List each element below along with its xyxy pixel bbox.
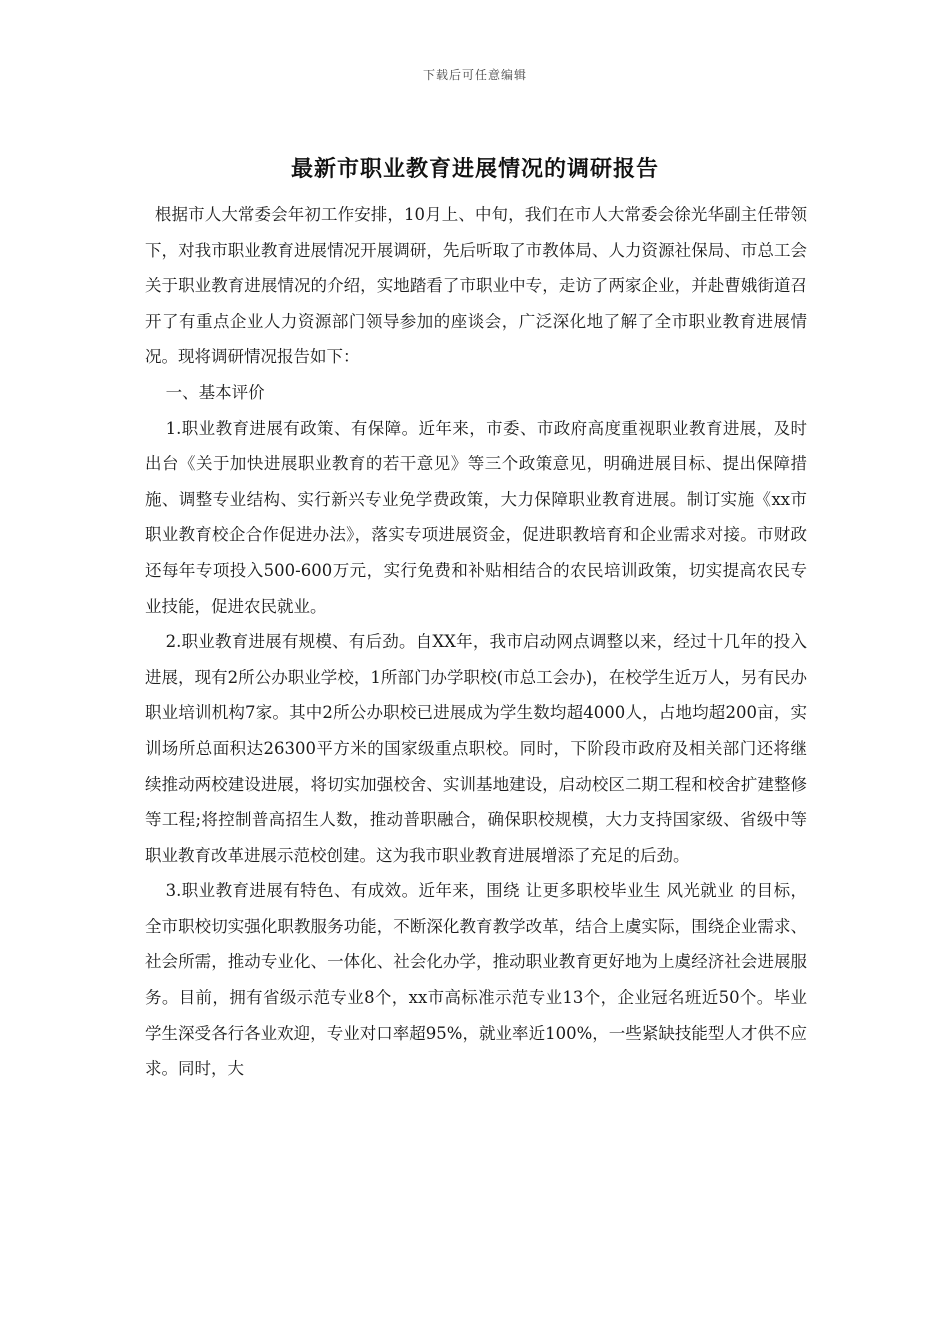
document-title: 最新市职业教育进展情况的调研报告: [290, 156, 659, 182]
paragraph-item-3: 3.职业教育进展有特色、有成效。近年来，围绕 让更多职校毕业生 风光就业 的目标，全市职校切实强化职教服务功能，不断深化教育教学改革，结合上虞实际，围绕企业需求、社会所需，推动专业化、一体化、社会化办学，推动职业教育更好地为上虞经济社会进展服务。目前，拥有省级示范专业8个，xx市高标准示范专业13个，企业冠名班近50个。毕业学生深受各行各业欢迎，专业对口率超95%，就业率近100%，一些紧缺技能型人才供不应求。同时，大: [145, 881, 807, 1079]
document-body: [145, 197, 807, 1087]
section-heading-basic-evaluation: 一、基本评价: [165, 382, 265, 402]
paragraph-item-1: 1.职业教育进展有政策、有保障。近年来，市委、市政府高度重视职业教育进展，及时出台《关于加快进展职业教育的若干意见》等三个政策意见，明确进展目标、提出保障措施、调整专业结构、实行新兴专业免学费政策，大力保障职业教育进展。制订实施《xx市职业教育校企合作促进办法》，落实专项进展资金，促进职教培育和企业需求对接。市财政还每年专项投入500-600万元，实行免费和补贴相结合的农民培训政策，切实提高农民专业技能，促进农民就业。: [145, 418, 807, 616]
header-note: 下载后可任意编辑: [422, 68, 527, 82]
paragraph-item-2: 2.职业教育进展有规模、有后劲。自XX年，我市启动网点调整以来，经过十几年的投入进展，现有2所公办职业学校，1所部门办学职校(市总工会办)，在校学生近万人，另有民办职业培训机构7家。其中2所公办职校已进展成为学生数均超4000人，占地均超200亩，实训场所总面积达26300平方米的国家级重点职校。同时，下阶段市政府及相关部门还将继续推动两校建设进展，将切实加强校舍、实训基地建设，启动校区二期工程和校舍扩建整修等工程;将控制普高招生人数，推动普职融合，确保职校规模，大力支持国家级、省级中等职业教育改革进展示范校创建。这为我市职业教育进展增添了充足的后劲。: [145, 632, 807, 865]
paragraph-intro: 根据市人大常委会年初工作安排，10月上、中旬，我们在市人大常委会徐光华副主任带领下，对我市职业教育进展情况开展调研，先后听取了市教体局、人力资源社保局、市总工会关于职业教育进展情况的介绍，实地踏看了市职业中专，走访了两家企业，并赴曹娥街道召开了有重点企业人力资源部门领导参加的座谈会，广泛深化地了解了全市职业教育进展情况。现将调研情况报告如下：: [145, 205, 807, 367]
